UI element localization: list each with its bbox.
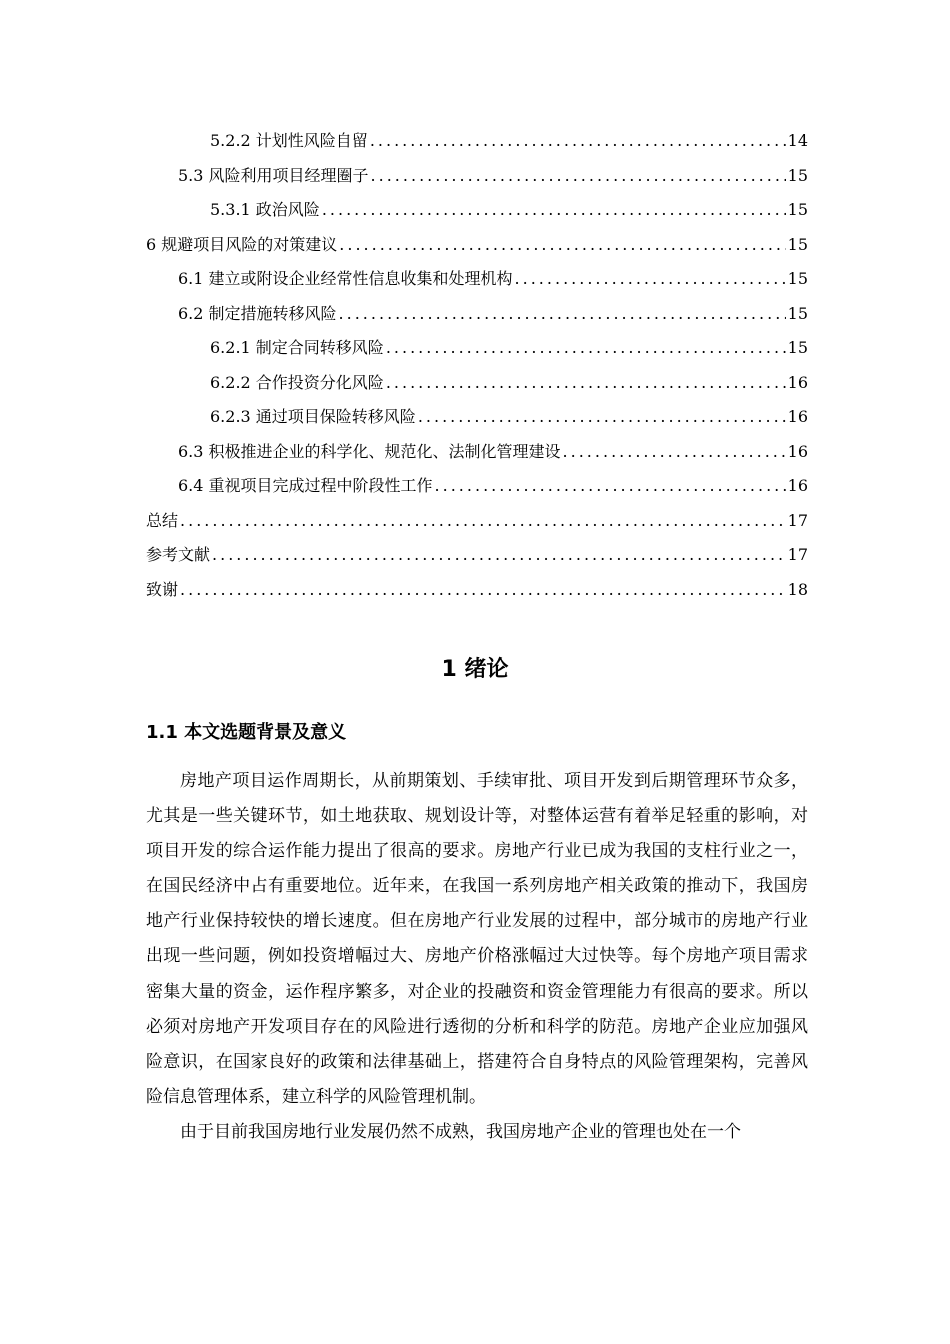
toc-leader-dots [212, 538, 786, 573]
toc-entry-page: 15 [787, 234, 808, 254]
toc-entry[interactable] [146, 366, 808, 401]
toc-entry-page: 15 [787, 200, 808, 219]
toc-entry[interactable] [146, 538, 808, 573]
toc-entry-page: 18 [787, 579, 808, 599]
toc-entry-label: 6.3 积极推进企业的科学化、规范化、法制化管理建设 [178, 441, 561, 461]
toc-leader-dots [370, 124, 786, 159]
toc-entry[interactable] [146, 193, 808, 228]
table-of-contents [146, 124, 808, 607]
toc-entry-page: 16 [787, 476, 808, 495]
toc-leader-dots [322, 193, 786, 228]
toc-entry[interactable] [146, 262, 808, 297]
toc-entry-label: 6.4 重视项目完成过程中阶段性工作 [178, 476, 433, 495]
toc-entry-label: 6.1 建立或附设企业经常性信息收集和处理机构 [178, 269, 513, 288]
toc-entry-page: 15 [787, 165, 808, 185]
toc-entry[interactable] [146, 297, 808, 332]
toc-entry-page: 15 [787, 338, 808, 357]
toc-entry-label: 6.2.3 通过项目保险转移风险 [210, 407, 416, 426]
toc-entry-page: 16 [787, 372, 808, 392]
toc-entry[interactable] [146, 435, 808, 470]
toc-entry-page: 17 [787, 510, 808, 530]
toc-entry[interactable] [146, 159, 808, 194]
toc-leader-dots [371, 159, 786, 194]
toc-leader-dots [435, 469, 786, 504]
toc-leader-dots [339, 297, 786, 332]
toc-leader-dots [515, 262, 786, 297]
toc-leader-dots [180, 504, 786, 539]
toc-entry[interactable] [146, 573, 808, 608]
toc-leader-dots [563, 435, 786, 470]
toc-entry[interactable] [146, 504, 808, 539]
toc-entry[interactable] [146, 331, 808, 366]
section-title: 1.1 本文选题背景及意义 [146, 722, 347, 743]
toc-entry-label: 6.2.1 制定合同转移风险 [210, 338, 384, 357]
toc-entry-page: 14 [787, 131, 808, 150]
toc-entry-page: 16 [787, 407, 808, 426]
toc-entry[interactable] [146, 469, 808, 504]
toc-entry-label: 6.2.2 合作投资分化风险 [210, 372, 384, 392]
toc-leader-dots [386, 331, 786, 366]
toc-entry-label: 5.3 风险利用项目经理圈子 [178, 165, 369, 185]
toc-entry[interactable] [146, 228, 808, 263]
toc-entry-label: 6.2 制定措施转移风险 [178, 303, 337, 323]
chapter-body [146, 764, 808, 1150]
toc-entry-label: 6 规避项目风险的对策建议 [146, 234, 338, 254]
chapter-title: 1 绪论 [441, 657, 509, 682]
toc-leader-dots [418, 400, 786, 435]
toc-entry[interactable] [146, 124, 808, 159]
toc-entry-page: 15 [787, 269, 808, 288]
toc-entry-label: 致谢 [146, 579, 179, 599]
toc-entry-label: 5.3.1 政治风险 [210, 200, 320, 219]
toc-entry-label: 5.2.2 计划性风险自留 [210, 131, 368, 150]
toc-entry-label: 参考文献 [146, 545, 211, 564]
body-paragraph: 房地产项目运作周期长，从前期策划、手续审批、项目开发到后期管理环节众多，尤其是一些关键环节，如土地获取、规划设计等，对整体运营有着举足轻重的影响，对项目开发的综合运作能力提出了很高的要求。房地产行业已成为我国的支柱行业之一，在国民经济中占有重要地位。近年来，在我国一系列房地产相关政策的推动下，我国房地产行业保持较快的增长速度。但在房地产行业发展的过程中，部分城市的房地产行业出现一些问题，例如投资增幅过大、房地产价格涨幅过大过快等。每个房地产项目需求密集大量的资金，运作程序繁多，对企业的投融资和资金管理能力有很高的要求。所以必须对房地产开发项目存在的风险进行透彻的分析和科学的防范。房地产企业应加强风险意识，在国家良好的政策和法律基础上，搭建符合自身特点的风险管理架构，完善风险信息管理体系，建立科学的风险管理机制。 [146, 771, 808, 1107]
toc-leader-dots [386, 366, 786, 401]
body-paragraph: 由于目前我国房地行业发展仍然不成熟，我国房地产企业的管理也处在一个 [180, 1121, 741, 1142]
toc-entry-label: 总结 [146, 510, 179, 530]
toc-leader-dots [339, 228, 785, 263]
toc-entry-page: 17 [787, 545, 808, 564]
toc-entry[interactable] [146, 400, 808, 435]
toc-entry-page: 16 [787, 441, 808, 461]
toc-leader-dots [180, 573, 786, 608]
toc-entry-page: 15 [787, 303, 808, 323]
